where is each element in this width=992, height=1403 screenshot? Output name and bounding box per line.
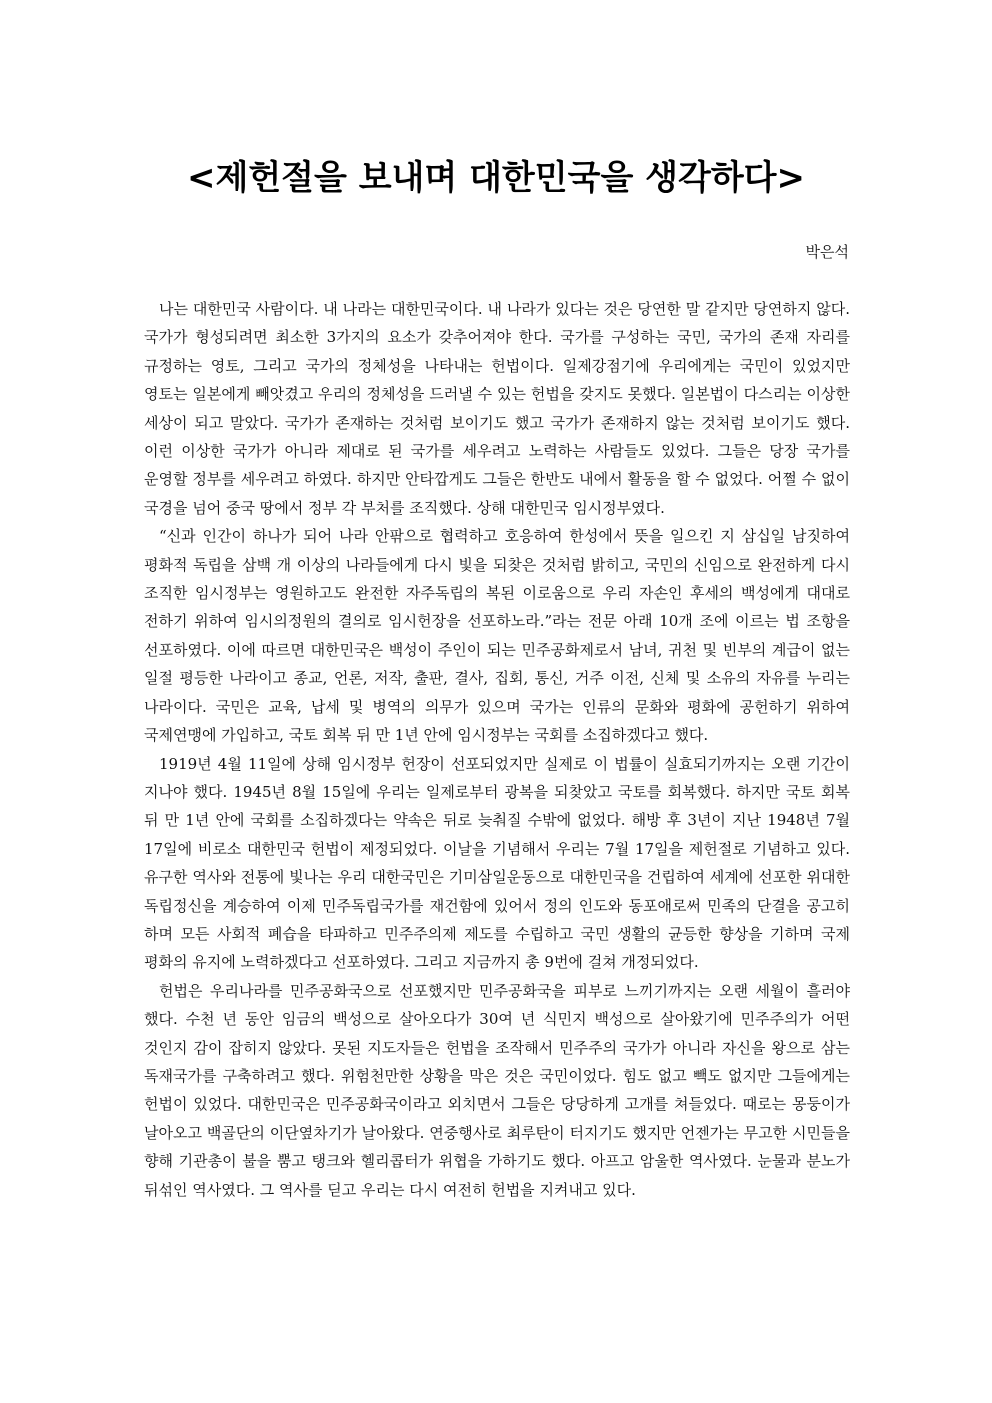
paragraph: 헌법은 우리나라를 민주공화국으로 선포했지만 민주공화국을 피부로 느끼기까지는 오랜 세월이 흘러야 했다. 수천 년 동안 임금의 백성으로 살아오다가 30여 년 식민지 백성으로 살아왔기에 민주주의가 어떤 것인지 감이 잡히지 않았다. 못된 지도자들은 헌법을 조작해서 민주주의 국가가 아니라 자신을 왕으로 삼는 독재국가를 구축하려고 했다. 위험천만한 상황을 막은 것은 국민이었다. 힘도 없고 빽도 없지만 그들에게는 헌법이 있었다. 대한민국은 민주공화국이라고 외치면서 그들은 당당하게 고개를 쳐들었다. 때로는 몽둥이가 날아오고 백골단의 이단옆차기가 날아왔다. 연중행사로 최루탄이 터지기도 했지만 언젠가는 무고한 시민들을 향해 기관총이 불을 뿜고 탱크와 헬리콥터가 위협을 가하기도 했다. 아프고 암울한 역사였다. 눈물과 분노가 뒤섞인 역사였다. 그 역사를 딛고 우리는 다시 여전히 헌법을 지켜내고 있다. bbox=[144, 981, 850, 1199]
paragraph: 1919년 4월 11일에 상해 임시정부 헌장이 선포되었지만 실제로 이 법률이 실효되기까지는 오랜 기간이 지나야 했다. 1945년 8월 15일에 우리는 일제로부터 광복을 되찾았고 국토를 회복했다. 하지만 국토 회복 뒤 만 1년 안에 국회를 소집하겠다는 약속은 뒤로 늦춰질 수밖에 없었다. 해방 후 3년이 지난 1948년 7월 17일에 비로소 대한민국 헌법이 제정되었다. 이날을 기념해서 우리는 7월 17일을 제헌절로 기념하고 있다. 유구한 역사와 전통에 빛나는 우리 대한국민은 기미삼일운동으로 대한민국을 건립하여 세계에 선포한 위대한 독립정신을 계승하여 이제 민주독립국가를 재건함에 있어서 정의 인도와 동포애로써 민족의 단결을 공고히 하며 모든 사회적 폐습을 타파하고 민주주의제 제도를 수립하고 국민 생활의 균등한 향상을 기하며 국제 평화의 유지에 노력하겠다고 선포하였다. 그리고 지금까지 총 9번에 걸쳐 개정되었다. bbox=[144, 754, 850, 972]
document-body bbox=[144, 295, 850, 1204]
author-name: 박은석 bbox=[805, 243, 849, 261]
paragraph: “신과 인간이 하나가 되어 나라 안팎으로 협력하고 호응하여 한성에서 뜻을 일으킨 지 삼십일 남짓하여 평화적 독립을 삼백 개 이상의 나라들에게 다시 빛을 되찾은 것처럼 밝히고, 국민의 신임으로 완전하게 다시 조직한 임시정부는 영원하고도 완전한 자주독립의 복된 이로움으로 우리 자손인 후세의 백성에게 대대로 전하기 위하여 임시의정원의 결의로 임시헌장을 선포하노라.”라는 전문 아래 10개 조에 이르는 법 조항을 선포하였다. 이에 따르면 대한민국은 백성이 주인이 되는 민주공화제로서 남녀, 귀천 및 빈부의 계급이 없는 일절 평등한 나라이고 종교, 언론, 저작, 출판, 결사, 집회, 통신, 거주 이전, 신체 및 소유의 자유를 누리는 나라이다. 국민은 교육, 납세 및 병역의 의무가 있으며 국가는 인류의 문화와 평화에 공헌하기 위하여 국제연맹에 가입하고, 국토 회복 뒤 만 1년 안에 임시정부는 국회를 소집하겠다고 했다. bbox=[144, 527, 850, 745]
document-title: <제헌절을 보내며 대한민국을 생각하다> bbox=[187, 158, 805, 198]
paragraph: 나는 대한민국 사람이다. 내 나라는 대한민국이다. 내 나라가 있다는 것은 당연한 말 같지만 당연하지 않다. 국가가 형성되려면 최소한 3가지의 요소가 갖추어져야 한다. 국가를 구성하는 국민, 국가의 존재 자리를 규정하는 영토, 그리고 국가의 정체성을 나타내는 헌법이다. 일제강점기에 우리에게는 국민이 있었지만 영토는 일본에게 빼앗겼고 우리의 정체성을 드러낼 수 있는 헌법을 갖지도 못했다. 일본법이 다스리는 이상한 세상이 되고 말았다. 국가가 존재하는 것처럼 보이기도 했고 국가가 존재하지 않는 것처럼 보이기도 했다. 이런 이상한 국가가 아니라 제대로 된 국가를 세우려고 노력하는 사람들도 있었다. 그들은 당장 국가를 운영할 정부를 세우려고 하였다. 하지만 안타깝게도 그들은 한반도 내에서 활동을 할 수 없었다. 어쩔 수 없이 국경을 넘어 중국 땅에서 정부 각 부처를 조직했다. 상해 대한민국 임시정부였다. bbox=[144, 300, 850, 517]
